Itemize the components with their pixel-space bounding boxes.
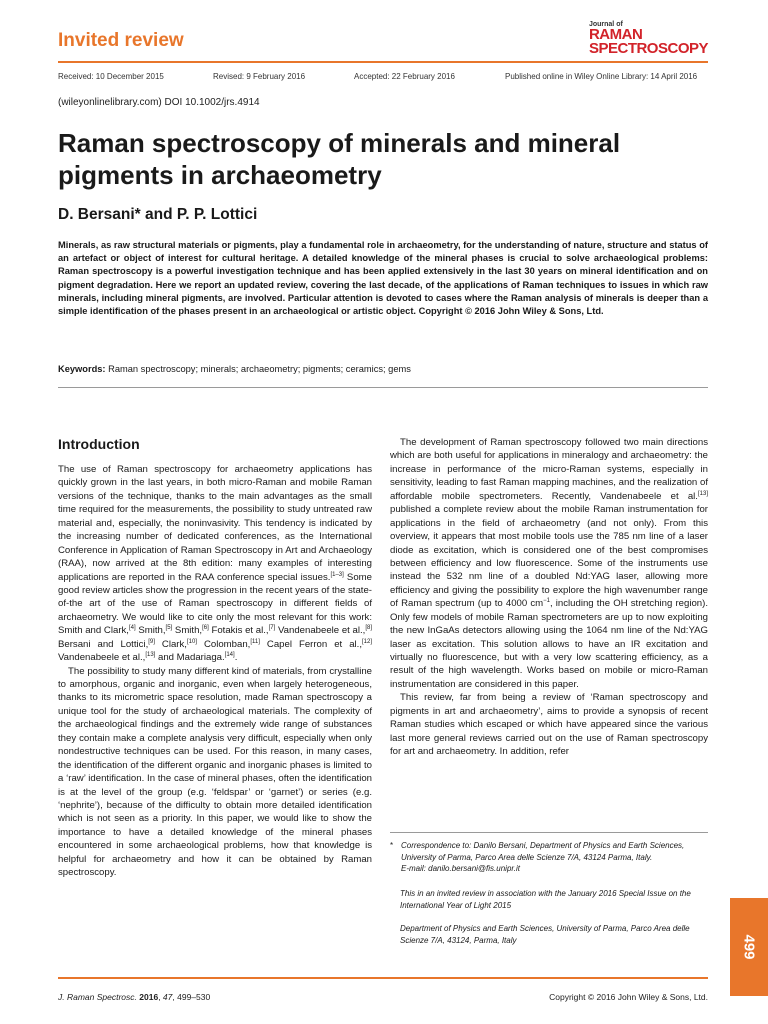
section-label: Invited review [58, 30, 184, 51]
citation[interactable]: [6] [202, 625, 209, 632]
citation[interactable]: [10] [186, 638, 197, 645]
citation[interactable]: [14] [224, 651, 235, 658]
right-paragraph-1: The development of Raman spectroscopy followed two main directions which are both useful for applications in mineralogy and archaeometry: the increase in performance of the micro-Raman systems, especially in sensitivity, leading to fast Raman mapping machines, and the realization of affordable mobile spectrometers. Recently, Vandenabeele et al.[13] published a complete review about the mobile Raman instrumentation for applications in the field of archaeometry (and not only). From this overview, it appears that most mobile tools use the 785 nm line of a laser diode as excitation, which is considered one of the best compromises between efficiency and low fluorescence. Some of the instruments use instead the 532 nm line of a doubled Nd:YAG laser, allowing more efficiency and giving the possibility to explore the high wavenumber range of Raman spectrum (up to 4000 $cm^{-1}$, including the OH stretching region). Only few models of mobile Raman spectrometers are up to now exploiting the new InGaAs detectors allowing using the 1064 nm line of the Nd:YAG laser as excitation. This solution allows to have an IR excitation and virtually no fluorescence, but with a very low scattering efficiency, as a result of the high wavelength. Works based on mobile or micro-Raman instrumentation are considered in this paper. [390, 437, 708, 690]
correspondence-email[interactable]: E-mail: danilo.bersani@fis.unipr.it [401, 864, 520, 874]
footnote-divider [390, 832, 708, 833]
keywords-divider [58, 387, 708, 388]
citation[interactable]: [13] [697, 490, 708, 497]
citation[interactable]: [5] [165, 625, 173, 632]
left-column [58, 463, 372, 880]
journal-logo-small: Journal of [588, 21, 623, 28]
received-date: Received: 10 December 2015 [58, 72, 164, 81]
journal-logo [589, 22, 708, 55]
keywords-label: Keywords: [58, 364, 106, 374]
journal-logo-line2: SPECTROSCOPY [588, 39, 708, 57]
keywords [58, 364, 708, 374]
intro-paragraph-2: The possibility to study many different kind of materials, from crystalline to amorphous, organic and inorganic, even when largely heterogeneous, thanks to its micrometric space resolution, made Raman spectroscopy a unique tool for the study of archaeological materials. The complexity of the archaeological findings and the extremely wide range of substances they contain make a complete analysis very difficult, especially when only nondestructive techniques can be used. For this reason, in many cases, the identification of the different organic and inorganic phases is limited to a ‘raw’ identification. In the case of mineral phases, often the identification is at the level of the group (e.g. ‘feldspar’ or ‘garnet’) or series (e.g. ‘nephrite’), because of the difficulty to obtain more detailed identification which is not seen as a priority. In this paper, we would like to show the importance to have a detailed knowledge of the mineral phases encountered in some archaeological problems, how that knowledge is helpful for archaeometry and how it can be obtained by Raman spectroscopy. [58, 665, 372, 879]
citation[interactable]: [13] [145, 651, 156, 658]
footnote-affiliation: Department of Physics and Earth Sciences, University of Parma, Parco Area delle Scienze 7/A, 43124, Parma, Italy [400, 924, 690, 945]
abstract: Minerals, as raw structural materials or pigments, play a fundamental role in archaeometry, for the understanding of nature, structure and status of an artefact or object of interest for cultural heritage. A detailed knowledge of the mineral phases is crucial to solve archaeological problems: Raman spectroscopy is a powerful investigation technique and has been applied extensively in the last 30 years on mineral identification and on pigment degradation. Here we report an updated review, covering the last decade, of the applications of Raman techniques to issues in which raw minerals, including mineral pigments, are involved. Particular attention is devoted to cases where the Raman analysis of minerals is deeper than a simple identification of the phases present in an archaeological or artistic object. Copyright © 2016 John Wiley & Sons, Ltd. [58, 240, 708, 316]
intro-paragraph-1: The use of Raman spectroscopy for archaeometry applications has quickly grown in the last years, in both micro-Raman and mobile Raman versions of the technique, thanks to the main advantages as the small time required for the measurements, the possibility to study untreated raw material and, especially, the noninvasivity. This tendency is indicated by the increasing number of dedicated conferences, as the International Conference in Application of Raman Spectroscopy in Art and Archaeology (RAA), now arrived at the 8th edition: many examples of interesting applications are reported in the RAA conference special issues.[1–3] Some good review articles show the progression in the recent years of the state-of-the art of the use of Raman spectroscopy in different fields of archaeometry. We would like to cite only the most relevant for this work: Smith and Clark,[4] Smith,[5] Smith,[6] Fotakis et al.,[7] Vandenabeele et al.,[8] Bersani and Lottici,[9] Clark,[10] Colomban,[11] Capel Ferron et al.,[12] Vandenabeele et al.,[13] and Madariaga.[14]. [58, 464, 373, 664]
citation[interactable]: [1–3] [330, 571, 344, 578]
footnote-invited: This in an invited review in association with the January 2016 Special Issue on the International Year of Light 2015 [400, 889, 691, 910]
citation[interactable]: [11] [250, 638, 260, 645]
doi[interactable]: (wileyonlinelibrary.com) DOI 10.1002/jrs.4914 [58, 97, 260, 108]
authors: D. Bersani* and P. P. Lottici [58, 206, 258, 223]
keywords-text: Raman spectroscopy; minerals; archaeometry; pigments; ceramics; gems [108, 364, 411, 374]
header-rule [58, 61, 708, 63]
unit-superscript: −1 [543, 598, 550, 605]
footnote-correspondence [390, 840, 708, 875]
section-heading-introduction: Introduction [58, 436, 140, 452]
citation[interactable]: [9] [148, 638, 155, 645]
journal-logo-line1: RAMAN [588, 26, 643, 44]
citation[interactable]: [7] [268, 625, 276, 632]
page-number-tab [730, 898, 768, 996]
correspondence-text: Correspondence to: Danilo Bersani, Department of Physics and Earth Sciences, University of Parma, Parco Area delle Scienze 7/A, 43124 Parma, Italy. [401, 841, 685, 862]
page-number: 499 [740, 934, 758, 960]
citation[interactable]: [4] [128, 625, 136, 632]
footnote-star: * [390, 841, 394, 850]
revised-date: Revised: 9 February 2016 [213, 72, 306, 81]
footer-citation: J. Raman Spectrosc. 2016, 47, 499–530 [58, 992, 211, 1002]
right-paragraph-2: This review, far from being a review of ‘Raman spectroscopy and pigments in art and archaeometry’, aims to provide a synopsis of recent Raman studies which escaped or which have appeared since the various last more general reviews carried out on the use of Raman spectroscopy for art and archaeometry. In addition, refer [390, 692, 708, 758]
citation[interactable]: [8] [365, 625, 372, 632]
citation[interactable]: [12] [362, 638, 373, 645]
footer-copyright: Copyright © 2016 John Wiley & Sons, Ltd. [549, 992, 708, 1002]
published-date: Published online in Wiley Online Library: 14 April 2016 [505, 72, 698, 81]
paper-title: Raman spectroscopy of minerals and mineral pigments in archaeometry [58, 128, 621, 190]
accepted-date: Accepted: 22 February 2016 [354, 72, 455, 81]
footer-rule [58, 977, 708, 979]
right-column [390, 436, 708, 759]
